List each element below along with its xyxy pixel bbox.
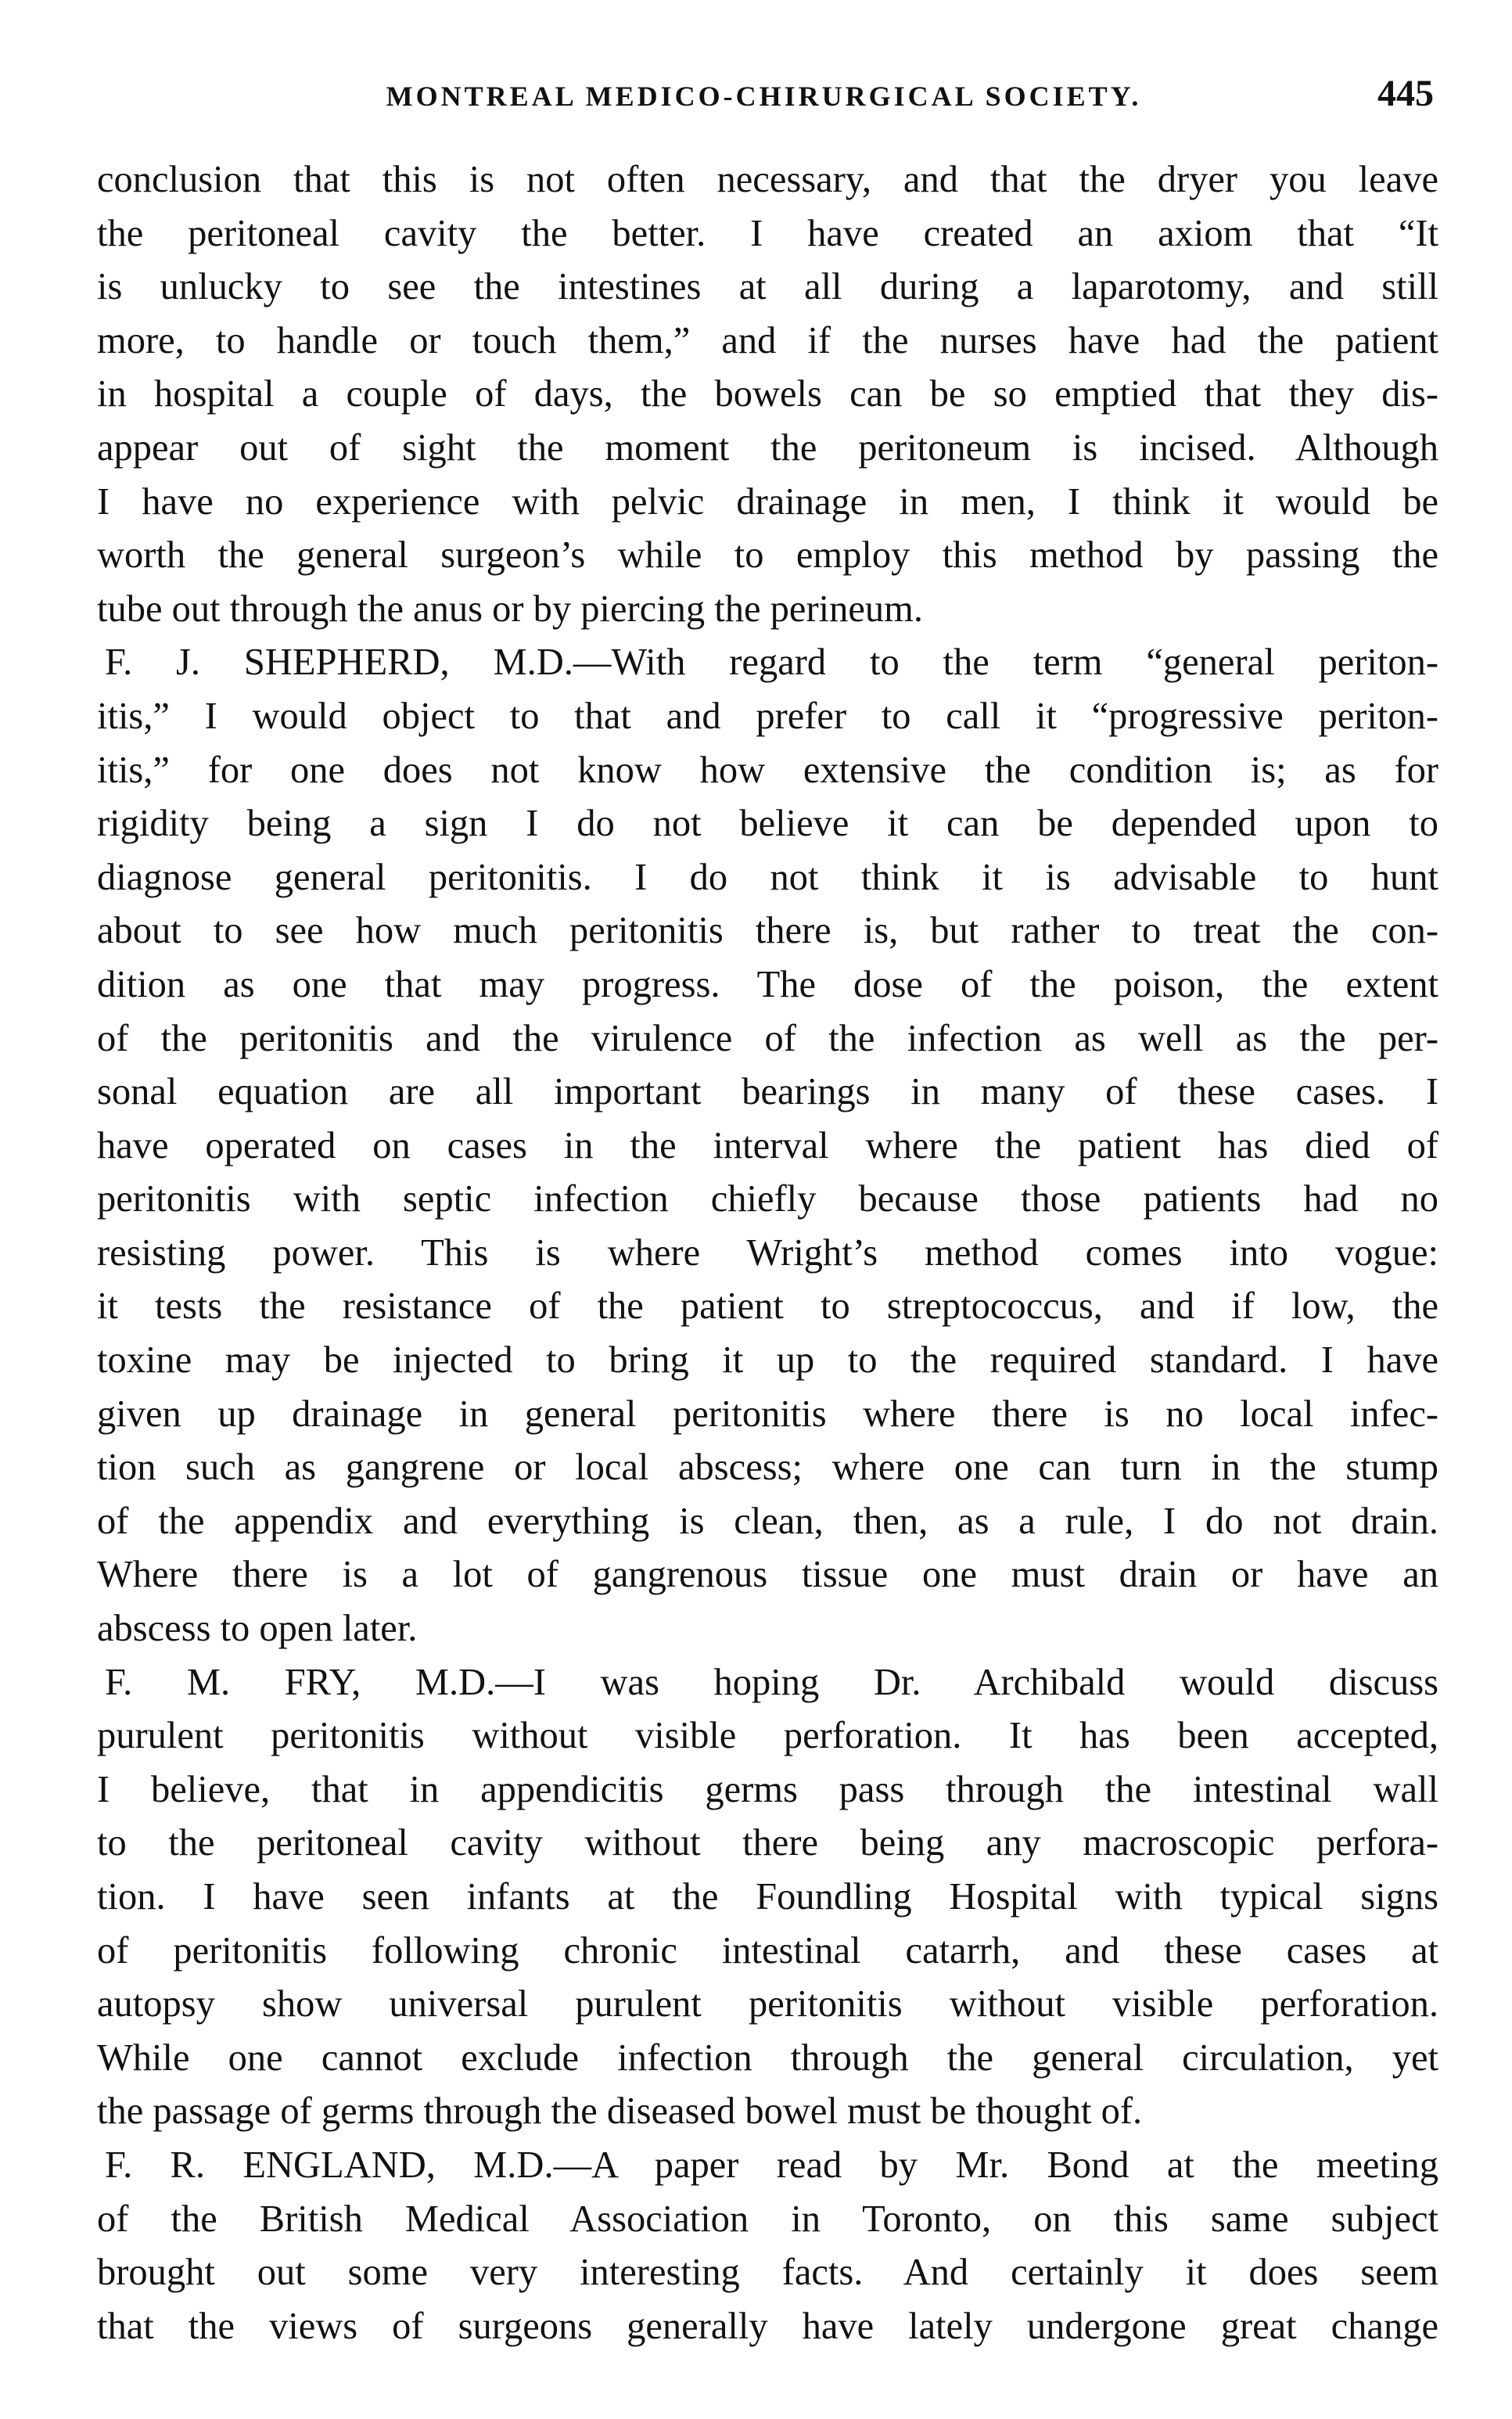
text-line: of peritonitis following chronic intestinal catarrh, and these cases at <box>97 1929 1438 1972</box>
text-line: tion. I have seen infants at the Foundling Hospital with typical signs <box>97 1876 1438 1918</box>
text-line: While one cannot exclude infection through the general circulation, yet <box>97 2036 1438 2079</box>
text-line: the passage of germs through the diseased bowel must be thought of. <box>97 2090 1143 2133</box>
speaker-paragraph-fry: F. M. FRY, M.D.—I was hoping Dr. Archibald would discuss <box>105 1661 1438 1703</box>
text-line: sonal equation are all important bearings in many of these cases. I <box>97 1071 1438 1113</box>
text-line: tube out through the anus or by piercing the perineum. <box>97 588 923 630</box>
text-line: I have no experience with pelvic drainage in men, I think it would be <box>97 480 1438 523</box>
text-line: appear out of sight the moment the peritoneum is incised. Although <box>97 426 1438 469</box>
running-head: MONTREAL MEDICO-CHIRURGICAL SOCIETY. <box>386 81 1142 112</box>
text-line: worth the general surgeon’s while to employ this method by passing the <box>97 534 1438 577</box>
speaker-paragraph-shepherd: F. J. SHEPHERD, M.D.—With regard to the term “general periton- <box>105 642 1438 684</box>
text-line: abscess to open later. <box>97 1608 418 1650</box>
text-line: autopsy show universal purulent peritonitis without visible perforation. <box>97 1983 1438 2025</box>
text-line: the peritoneal cavity the better. I have created an axiom that “It <box>97 212 1438 254</box>
text-line: that the views of surgeons generally have lately undergone great change <box>97 2305 1438 2347</box>
text-line: tion such as gangrene or local abscess; where one can turn in the stump <box>97 1447 1438 1489</box>
text-line: toxine may be injected to bring it up to the required standard. I have <box>97 1339 1438 1382</box>
text-line: of the appendix and everything is clean, then, as a rule, I do not drain. <box>97 1500 1438 1542</box>
text-line: itis,” for one does not know how extensive the condition is; as for <box>97 749 1438 791</box>
text-line: Where there is a lot of gangrenous tissue one must drain or have an <box>97 1554 1438 1596</box>
text-line: dition as one that may progress. The dose of the poison, the extent <box>97 963 1438 1005</box>
text-line: purulent peritonitis without visible perforation. It has been accepted, <box>97 1715 1438 1757</box>
text-line: more, to handle or touch them,” and if the nurses have had the patient <box>97 319 1438 361</box>
text-line: it tests the resistance of the patient to streptococcus, and if low, the <box>97 1285 1438 1328</box>
text-line: of the British Medical Association in Toronto, on this same subject <box>97 2198 1438 2240</box>
text-line: have operated on cases in the interval where the patient has died of <box>97 1124 1438 1166</box>
text-line: I believe, that in appendicitis germs pass through the intestinal wall <box>97 1768 1438 1810</box>
text-line: given up drainage in general peritonitis where there is no local infec- <box>97 1393 1438 1435</box>
text-line: in hospital a couple of days, the bowels can be so emptied that they dis- <box>97 373 1438 415</box>
text-line: brought out some very interesting facts. And certainly it does seem <box>97 2252 1438 2294</box>
body-text <box>97 153 1438 2353</box>
page-header <box>94 72 1434 127</box>
page-number: 445 <box>1377 73 1434 114</box>
text-line: itis,” I would object to that and prefer to call it “progressive periton- <box>97 695 1438 737</box>
text-line: conclusion that this is not often necessary, and that the dryer you leave <box>97 159 1438 200</box>
text-line: rigidity being a sign I do not believe it can be depended upon to <box>97 803 1438 845</box>
text-line: is unlucky to see the intestines at all during a laparotomy, and still <box>97 266 1438 308</box>
speaker-paragraph-england: F. R. ENGLAND, M.D.—A paper read by Mr. Bond at the meeting <box>105 2144 1438 2186</box>
text-line: diagnose general peritonitis. I do not think it is advisable to hunt <box>97 856 1438 898</box>
text-line: resisting power. This is where Wright’s method comes into vogue: <box>97 1231 1438 1274</box>
text-line: peritonitis with septic infection chiefly because those patients had no <box>97 1178 1438 1220</box>
text-line: about to see how much peritonitis there is, but rather to treat the con- <box>97 910 1438 952</box>
text-line: to the peritoneal cavity without there being any macroscopic perfora- <box>97 1822 1438 1864</box>
text-line: of the peritonitis and the virulence of the infection as well as the per- <box>97 1017 1438 1059</box>
